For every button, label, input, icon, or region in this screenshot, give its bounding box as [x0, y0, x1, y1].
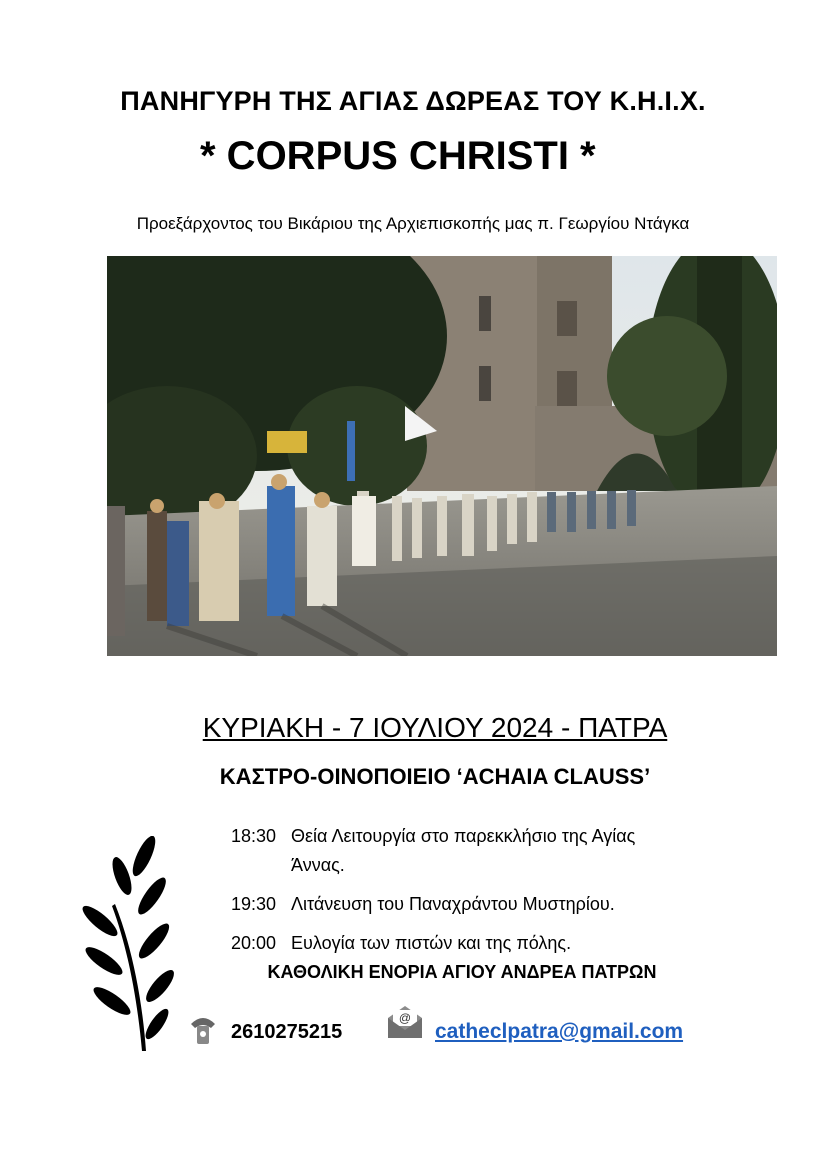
- schedule-text: Θεία Λειτουργία στο παρεκκλήσιο της Αγίας: [291, 826, 636, 846]
- olive-branch-icon: [82, 836, 178, 1056]
- schedule-item: [231, 929, 751, 958]
- phone-number[interactable]: 2610275215: [231, 1021, 343, 1043]
- email-link[interactable]: catheclpatra@gmail.com: [435, 1020, 684, 1043]
- phone-icon: [188, 1014, 218, 1046]
- schedule-list: [231, 822, 751, 968]
- schedule-item: [231, 890, 751, 919]
- schedule-time: 19:30: [231, 894, 277, 914]
- schedule-time: 20:00: [231, 933, 277, 953]
- subtitle: Προεξάρχοντος του Βικάριου της Αρχιεπισκοπής μας π. Γεωργίου Ντάγκα: [136, 214, 690, 233]
- schedule-item: [231, 822, 751, 880]
- schedule-time: 18:30: [231, 826, 277, 846]
- envelope-icon: [386, 1004, 424, 1040]
- event-venue: ΚΑΣΤΡΟ-ΟΙΝΟΠΟΙΕΙΟ ‘ACHAIA CLAUSS’: [219, 764, 651, 789]
- schedule-text: Λιτάνευση του Παναχράντου Μυστηρίου.: [291, 894, 615, 914]
- parish-name: ΚΑΘΟΛΙΚΗ ΕΝΟΡΙΑ ΑΓΙΟΥ ΑΝΔΡΕΑ ΠΑΤΡΩΝ: [267, 962, 657, 982]
- procession-photo: [107, 256, 777, 656]
- schedule-text-continued: Άννας.: [291, 855, 345, 875]
- title-line-1: ΠΑΝΗΓΥΡΗ ΤΗΣ ΑΓΙΑΣ ΔΩΡΕΑΣ ΤΟΥ Κ.Η.Ι.Χ.: [120, 86, 706, 116]
- schedule-text: Ευλογία των πιστών και της πόλης.: [291, 933, 572, 953]
- title-line-2: * CORPUS CHRISTI *: [200, 134, 596, 178]
- svg-text:@: @: [398, 1011, 412, 1025]
- event-date-line: ΚΥΡΙΑΚΗ - 7 ΙΟΥΛΙΟΥ 2024 - ΠΑΤΡΑ: [202, 712, 668, 743]
